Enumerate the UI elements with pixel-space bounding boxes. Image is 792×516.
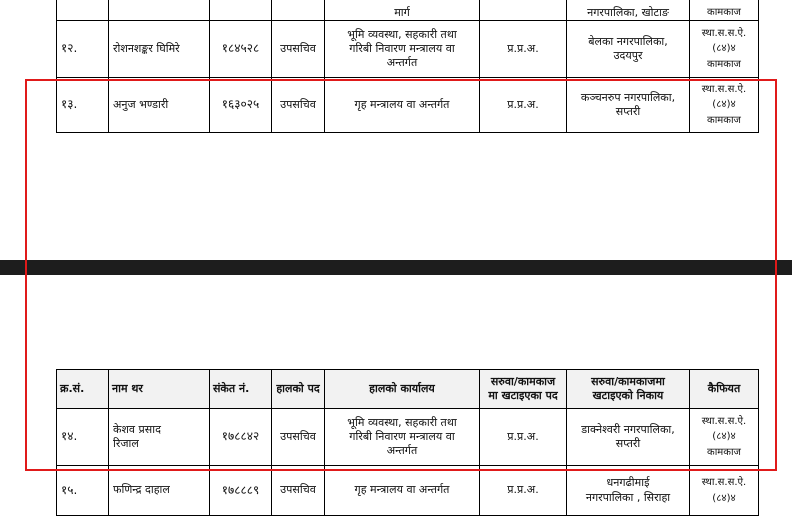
current-post [272, 0, 325, 21]
serial-number [57, 0, 109, 21]
transfer-body: कञ्चनरुप नगरपालिका, सप्तरी [567, 78, 690, 133]
current-post: उपसचिव [272, 78, 325, 133]
current-office: भूमि व्यवस्था, सहकारी तथा गरिबी निवारण मन्त्रालय वा अन्तर्गत [325, 409, 480, 466]
header-remarks: कैफियत [690, 370, 759, 409]
table-row [57, 466, 759, 516]
remarks: स्था.स.स.ऐ. (८४)४ [690, 466, 759, 516]
page-break-divider [0, 260, 792, 275]
header-serial: क्र.सं. [57, 370, 109, 409]
code-number [210, 0, 272, 21]
header-name: नाम थर [109, 370, 210, 409]
header-transfer-post: सरुवा/कामकाज मा खटाइएका पद [480, 370, 567, 409]
transfer-post: प्र.प्र.अ. [480, 409, 567, 466]
transfer-body: धनगढीमाई नगरपालिका , सिराहा [567, 466, 690, 516]
serial-number: १२. [57, 21, 109, 78]
serial-number: १५. [57, 466, 109, 516]
transfer-table-upper [56, 0, 759, 133]
current-office: मार्ग [325, 0, 480, 21]
transfer-post: प्र.प्र.अ. [480, 21, 567, 78]
table-row [57, 409, 759, 466]
current-office: भूमि व्यवस्था, सहकारी तथा गरिबी निवारण मन्त्रालय वा अन्तर्गत [325, 21, 480, 78]
header-transfer-body: सरुवा/कामकाजमा खटाइएको निकाय [567, 370, 690, 409]
employee-name: अनुज भण्डारी [109, 78, 210, 133]
serial-number: १३. [57, 78, 109, 133]
employee-name [109, 0, 210, 21]
current-post: उपसचिव [272, 21, 325, 78]
remarks: स्था.स.स.ऐ. (८४)४ कामकाज [690, 21, 759, 78]
transfer-post [480, 0, 567, 21]
table-row [57, 78, 759, 133]
remarks: स्था.स.स.ऐ. (८४)४ कामकाज [690, 78, 759, 133]
header-code: संकेत नं. [210, 370, 272, 409]
transfer-post: प्र.प्र.अ. [480, 466, 567, 516]
transfer-body: बेलका नगरपालिका, उदयपुर [567, 21, 690, 78]
transfer-body: नगरपालिका, खोटाङ [567, 0, 690, 21]
current-office: गृह मन्त्रालय वा अन्तर्गत [325, 466, 480, 516]
transfer-table-lower [56, 369, 759, 516]
current-post: उपसचिव [272, 466, 325, 516]
remarks: स्था.स.स.ऐ. (८४)४ कामकाज [690, 409, 759, 466]
table-header-row [57, 370, 759, 409]
employee-name: फणिन्द्र दाहाल [109, 466, 210, 516]
employee-name: रोशनशङ्कर घिमिरे [109, 21, 210, 78]
table-row [57, 0, 759, 21]
code-number: १७८८८९ [210, 466, 272, 516]
current-post: उपसचिव [272, 409, 325, 466]
code-number: १६३०२५ [210, 78, 272, 133]
code-number: १७८८४२ [210, 409, 272, 466]
header-current-office: हालको कार्यालय [325, 370, 480, 409]
serial-number: १४. [57, 409, 109, 466]
current-office: गृह मन्त्रालय वा अन्तर्गत [325, 78, 480, 133]
table-row [57, 21, 759, 78]
employee-name: केशव प्रसाद रिजाल [109, 409, 210, 466]
transfer-post: प्र.प्र.अ. [480, 78, 567, 133]
code-number: १८४५२८ [210, 21, 272, 78]
header-current-post: हालको पद [272, 370, 325, 409]
transfer-body: डाक्नेश्वरी नगरपालिका, सप्तरी [567, 409, 690, 466]
remarks: कामकाज [690, 0, 759, 21]
